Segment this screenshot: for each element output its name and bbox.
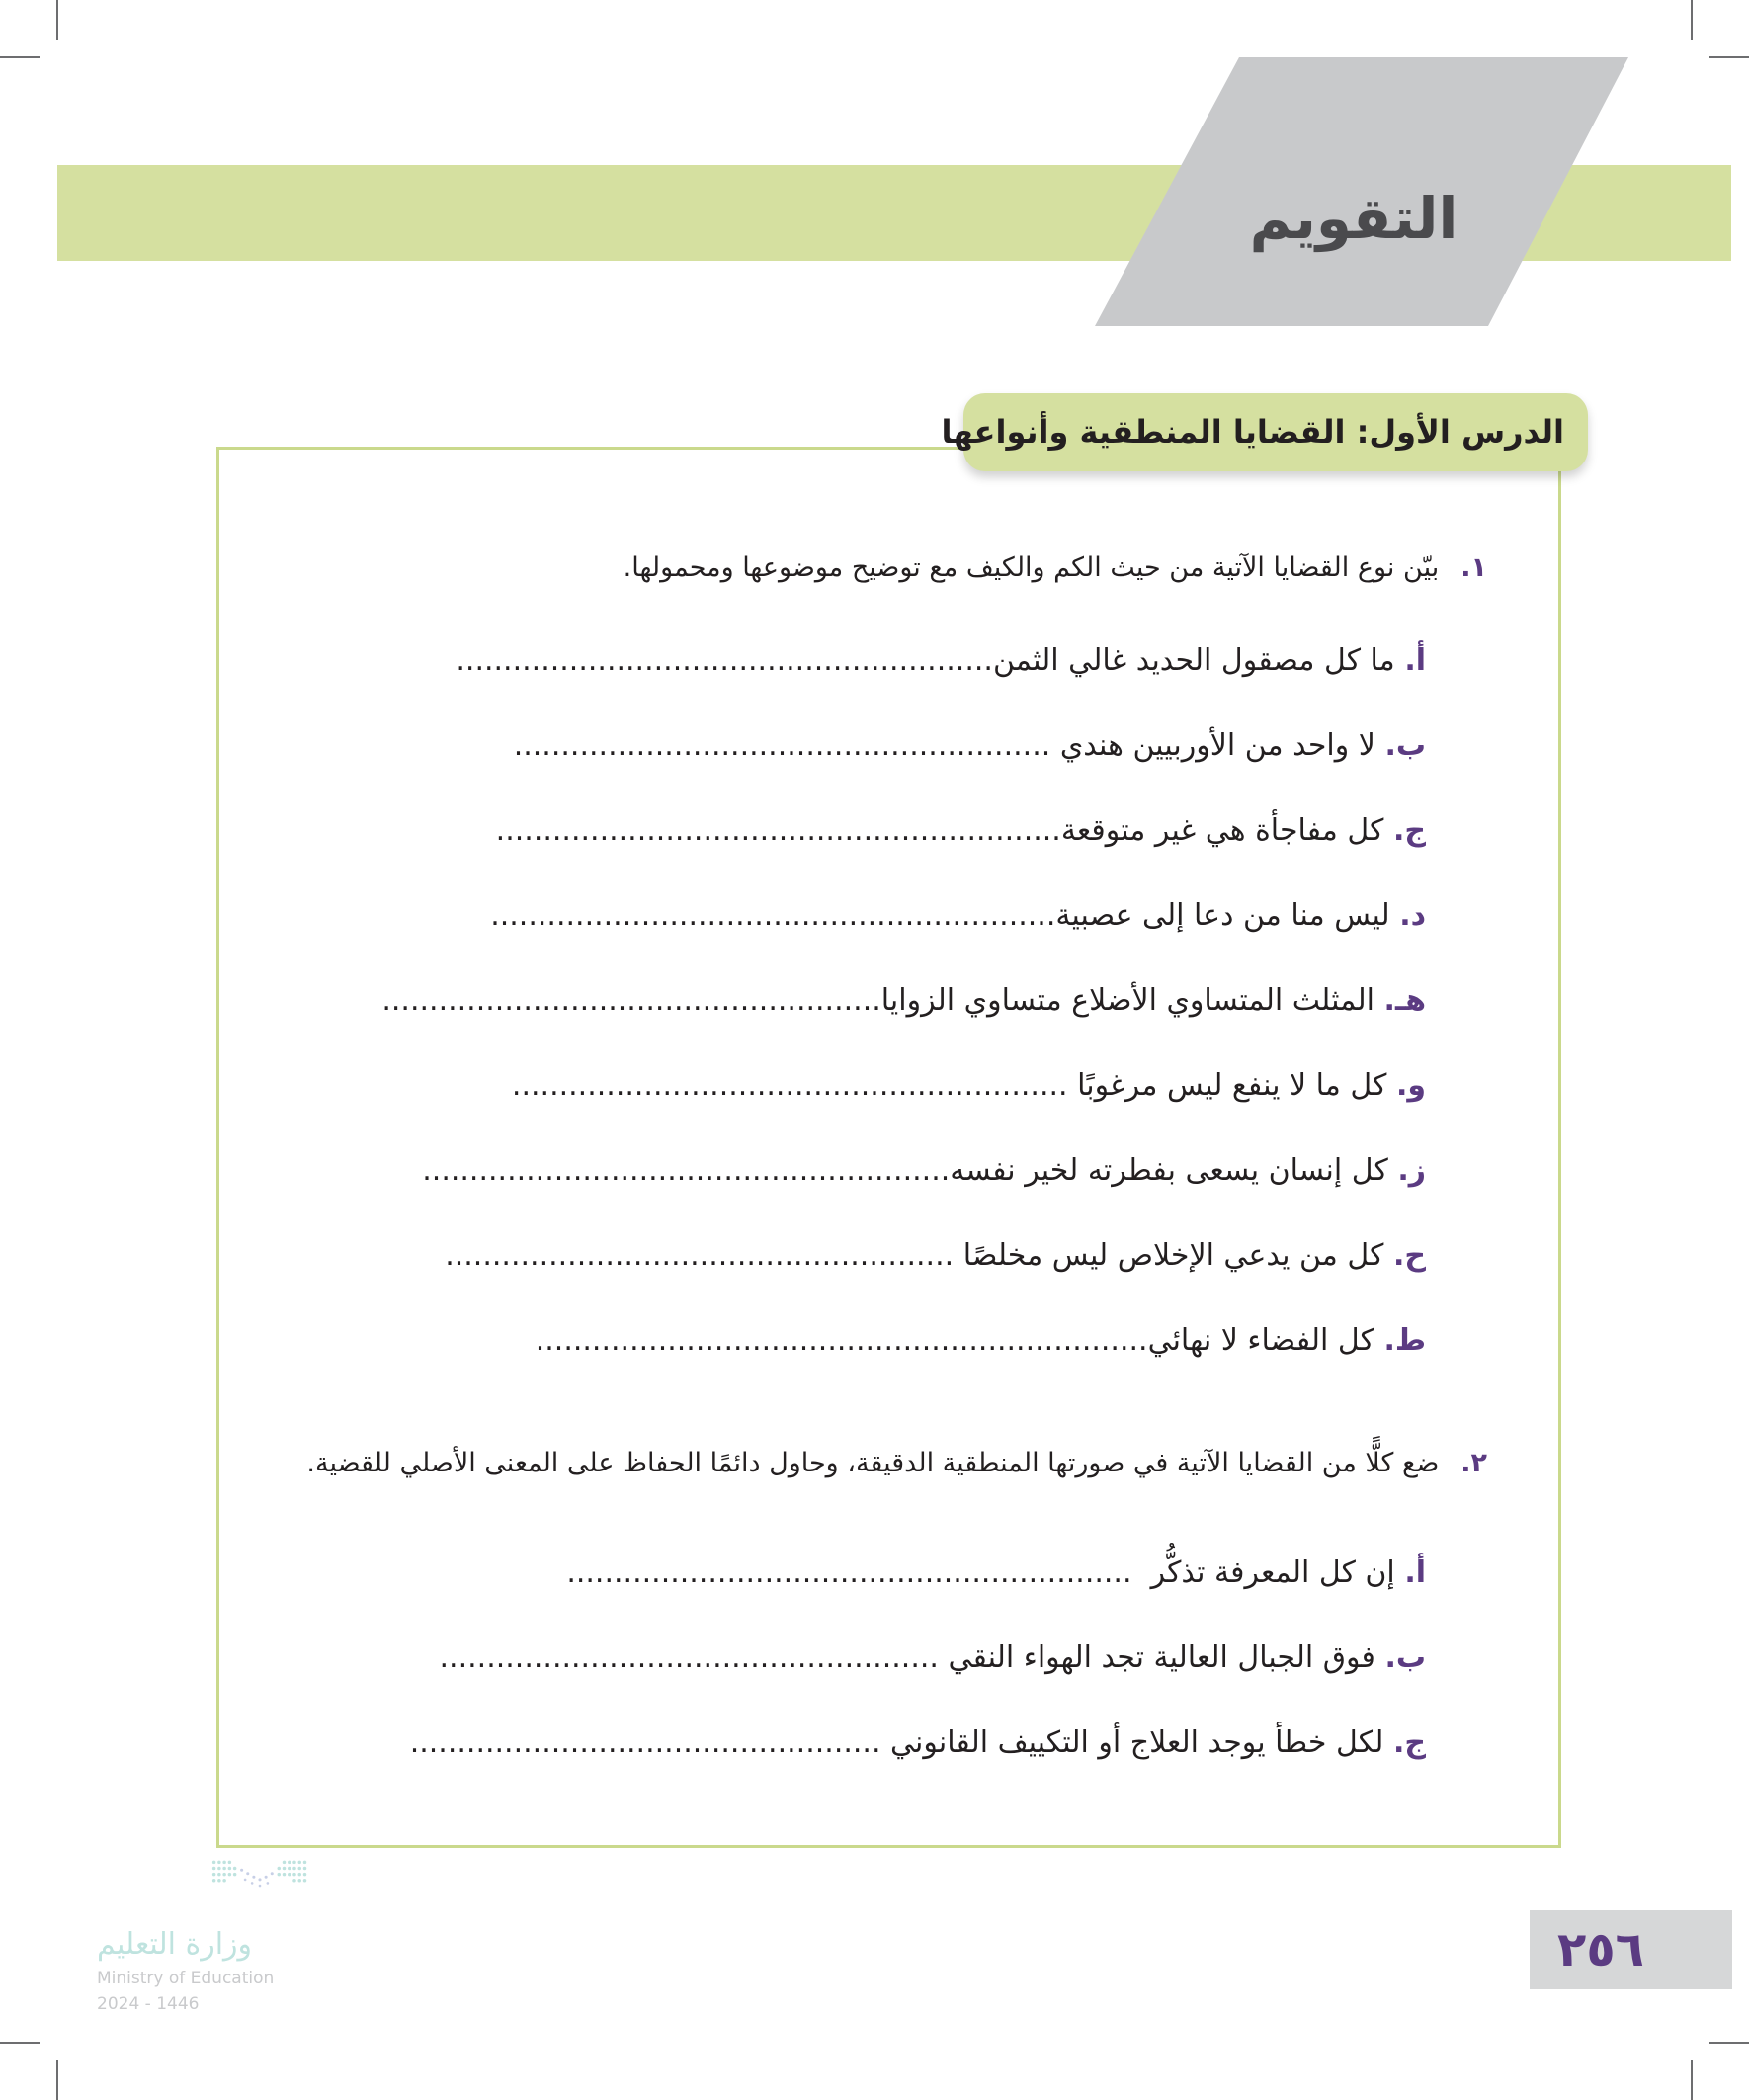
ministry-name-ar: وزارة التعليم — [97, 1927, 253, 1962]
list-item — [514, 724, 1426, 768]
item-text: ما كل مصقول الحديد غالي الثمن — [992, 643, 1395, 678]
list-item — [512, 1064, 1426, 1108]
question-number: ٢. — [1460, 1448, 1487, 1478]
item-text: كل مفاجأة هي غير متوقعة — [1060, 813, 1384, 848]
item-text: لكل خطأ يوجد العلاج أو التكييف القانوني — [890, 1725, 1384, 1760]
answer-blank[interactable]: .................................................. — [409, 1725, 881, 1760]
list-item — [422, 1149, 1426, 1193]
answer-blank[interactable]: ........................................................... — [511, 1068, 1068, 1103]
question-1 — [624, 548, 1487, 588]
answer-blank[interactable]: ............................................................ — [490, 898, 1056, 933]
ministry-year: 2024 - 1446 — [97, 1994, 200, 2014]
item-letter: د. — [1399, 898, 1426, 933]
ministry-name-en: Ministry of Education — [97, 1969, 275, 1988]
item-text: لا واحد من الأوربيين هندي — [1059, 728, 1375, 763]
ministry-logo-icon — [178, 1858, 356, 1927]
list-item — [456, 639, 1426, 683]
answer-blank[interactable]: ..................................................... — [381, 983, 881, 1018]
item-text: المثلث المتساوي الأضلاع متساوي الزوايا — [880, 983, 1374, 1018]
list-item — [445, 1234, 1426, 1278]
list-item — [381, 979, 1426, 1023]
list-item — [490, 894, 1426, 938]
item-letter: أ. — [1404, 643, 1426, 678]
answer-blank[interactable]: ............................................................ — [495, 813, 1061, 848]
item-letter: ب. — [1384, 728, 1426, 763]
crop-mark — [0, 2042, 40, 2044]
list-item — [410, 1722, 1426, 1765]
question-number: ١. — [1460, 552, 1487, 583]
answer-blank[interactable]: ................................................................. — [535, 1323, 1148, 1358]
item-letter: أ. — [1404, 1555, 1426, 1590]
crop-mark — [56, 2060, 58, 2100]
crop-mark — [1709, 56, 1749, 58]
item-text: ليس منا من دعا إلى عصبية — [1055, 898, 1390, 933]
page-number: ٢٥٦ — [1557, 1922, 1644, 1977]
crop-mark — [1691, 0, 1693, 40]
crop-mark — [1709, 2042, 1749, 2044]
answer-blank[interactable]: ..................................................... — [439, 1640, 939, 1675]
question-2 — [306, 1444, 1487, 1483]
question-prompt: ضع كلًّا من القضايا الآتية في صورتها المنطقية الدقيقة، وحاول دائمًا الحفاظ على المعنى الأصلي للقضية. — [306, 1448, 1440, 1478]
item-text: كل إنسان يسعى بفطرته لخير نفسه — [950, 1153, 1388, 1188]
item-text: كل من يدعي الإخلاص ليس مخلصًا — [962, 1238, 1384, 1273]
item-letter: ط. — [1383, 1323, 1426, 1358]
item-text: كل ما لا ينفع ليس مرغوبًا — [1077, 1068, 1387, 1103]
answer-blank[interactable]: ......................................................... — [513, 728, 1051, 763]
answer-blank[interactable]: ........................................................ — [422, 1153, 951, 1188]
lesson-title: الدرس الأول: القضايا المنطقية وأنواعها — [963, 393, 1588, 471]
item-text: فوق الجبال العالية تجد الهواء النقي — [948, 1640, 1375, 1675]
item-letter: ز. — [1397, 1153, 1426, 1188]
item-letter: و. — [1395, 1068, 1426, 1103]
crop-mark — [0, 56, 40, 58]
answer-blank[interactable]: ......................................................... — [456, 643, 993, 678]
item-letter: ج. — [1392, 1725, 1426, 1760]
item-text: كل الفضاء لا نهائي — [1147, 1323, 1374, 1358]
crop-mark — [56, 0, 58, 40]
item-letter: ج. — [1392, 813, 1426, 848]
answer-blank[interactable]: ............................................................ — [566, 1555, 1132, 1590]
page-title: التقويم — [1249, 185, 1458, 252]
list-item — [440, 1637, 1426, 1680]
answer-blank[interactable]: ...................................................... — [445, 1238, 955, 1273]
list-item — [496, 809, 1426, 853]
crop-mark — [1691, 2060, 1693, 2100]
item-letter: ح. — [1392, 1238, 1426, 1273]
question-prompt: بيّن نوع القضايا الآتية من حيث الكم والكيف مع توضيح موضوعها ومحمولها. — [623, 552, 1440, 583]
list-item — [536, 1319, 1426, 1363]
item-text: إن كل المعرفة تذكُّر — [1150, 1555, 1395, 1590]
item-letter: هـ. — [1383, 983, 1426, 1018]
item-letter: ب. — [1384, 1640, 1426, 1675]
list-item — [566, 1552, 1426, 1595]
